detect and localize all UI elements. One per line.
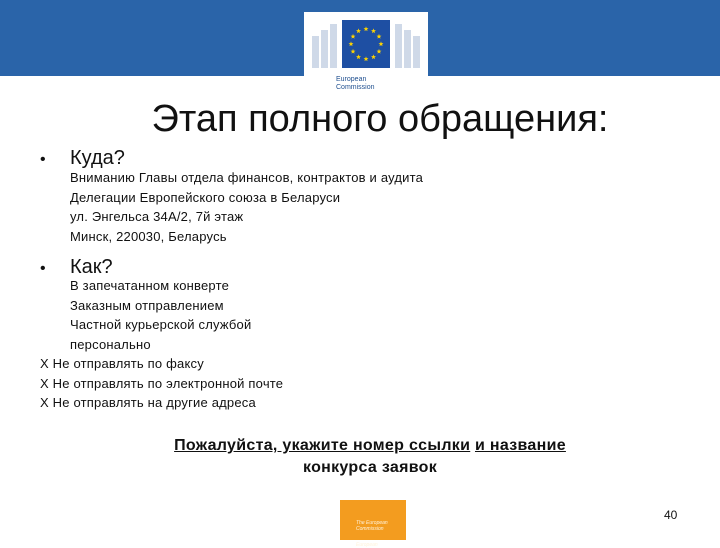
notice-text: и название xyxy=(474,437,566,454)
bullet-icon: • xyxy=(40,260,46,277)
address-block xyxy=(70,168,423,246)
footer-logo-line: The European Commission xyxy=(356,520,388,532)
prohibited-method: X Не отправлять по факсу xyxy=(40,356,204,371)
delivery-method: Заказным отправлением xyxy=(70,297,224,313)
footer-logo-line: European xyxy=(356,542,378,548)
prohibited-methods xyxy=(40,354,283,413)
reference-notice xyxy=(100,435,640,479)
logo-text xyxy=(336,76,375,92)
notice-text-link-word: ссылки xyxy=(408,437,471,454)
slide-title: Этап полного обращения: xyxy=(151,98,609,140)
how-question: Как? xyxy=(70,256,113,278)
notice-text-line-2: конкурса заявок xyxy=(302,459,438,476)
prohibited-method: X Не отправлять на другие адреса xyxy=(40,395,256,410)
delivery-methods xyxy=(70,276,251,354)
delivery-method: В запечатанном конверте xyxy=(70,278,230,293)
notice-text: Пожалуйста, укажите номер xyxy=(174,437,409,454)
bullet-icon: • xyxy=(40,151,46,168)
where-bullet xyxy=(40,147,125,170)
address-line: Минск, 220030, Беларусь xyxy=(70,228,227,244)
page-number: 40 xyxy=(664,508,678,522)
address-line: Делегации Европейского союза в Беларуси xyxy=(70,189,341,205)
european-commission-logo xyxy=(304,12,428,98)
delivery-method: Частной курьерской службой xyxy=(70,317,252,332)
where-question: Куда? xyxy=(70,147,125,169)
logo-text-line-1: European xyxy=(336,76,367,83)
logo-text-line-2: Commission xyxy=(336,84,375,91)
prohibited-method: X Не отправлять по электронной почте xyxy=(40,375,284,391)
address-line: ул. Энгельса 34А/2, 7й этаж xyxy=(70,209,244,224)
footer-logo xyxy=(340,500,406,548)
delivery-method: персонально xyxy=(70,336,151,352)
address-line: Вниманию Главы отдела финансов, контрактов и аудита xyxy=(70,170,424,185)
